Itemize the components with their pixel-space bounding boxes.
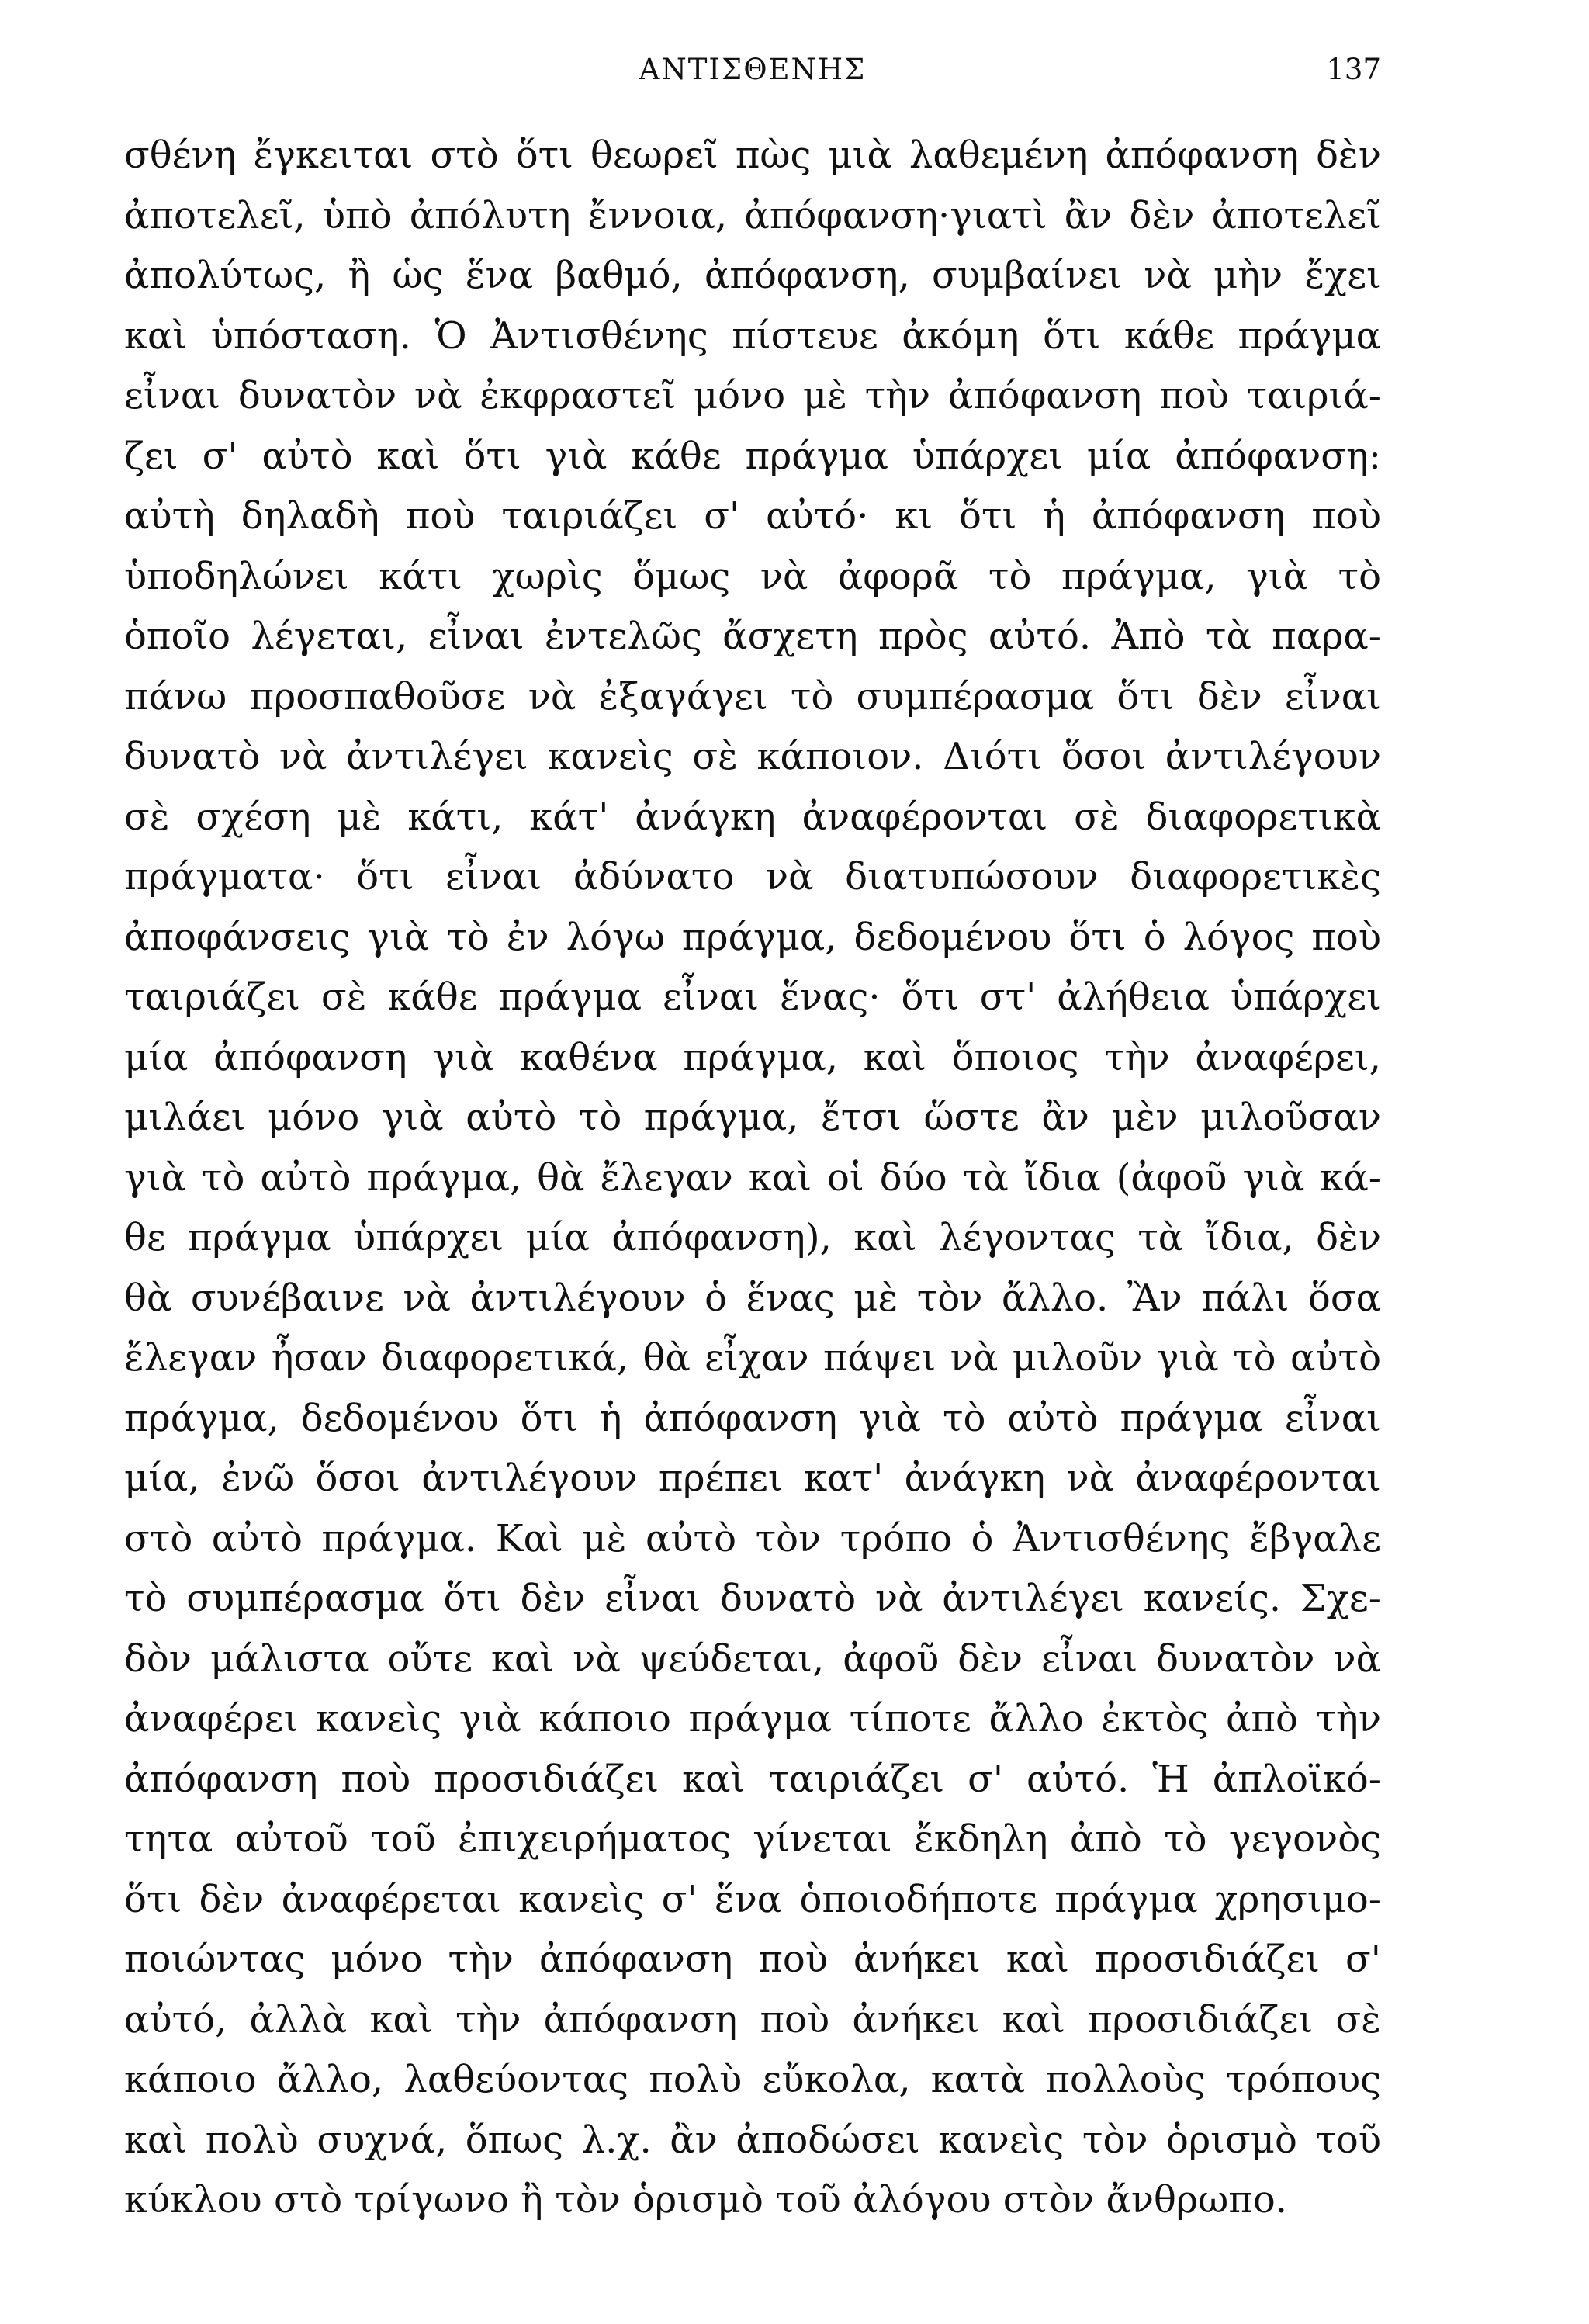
text-line: ζει σ' αὐτὸ καὶ ὅτι γιὰ κάθε πράγμα ὑπάρχει μία ἀπόφανση:: [124, 434, 1381, 478]
text-line: τὸ συμπέρασμα ὅτι δὲν εἶναι δυνατὸ νὰ ἀντιλέγει κανείς. Σχε-: [124, 1577, 1381, 1620]
text-line: αὐτό, ἀλλὰ καὶ τὴν ἀπόφανση ποὺ ἀνήκει καὶ προσιδιάζει σὲ: [124, 1997, 1381, 2042]
text-line: καὶ πολὺ συχνά, ὅπως λ.χ. ἂν ἀποδώσει κανεὶς τὸν ὁρισμὸ τοῦ: [124, 2118, 1381, 2162]
text-line: στὸ αὐτὸ πράγμα. Καὶ μὲ αὐτὸ τὸν τρόπο ὁ Ἀντισθένης ἔβγαλε: [124, 1516, 1381, 1560]
text-line: κάποιο ἄλλο, λαθεύοντας πολὺ εὔκολα, κατὰ πολλοὺς τρόπους: [124, 2058, 1381, 2101]
text-line: μιλάει μόνο γιὰ αὐτὸ τὸ πράγμα, ἔτσι ὥστε ἂν μὲν μιλοῦσαν: [124, 1096, 1381, 1139]
text-line: ἀπόφανση ποὺ προσιδιάζει καὶ ταιριάζει σ' αὐτό. Ἡ ἀπλοϊκό-: [124, 1757, 1381, 1801]
page-number: 137: [1326, 53, 1381, 86]
text-line: ἀποφάνσεις γιὰ τὸ ἐν λόγω πράγμα, δεδομένου ὅτι ὁ λόγος ποὺ: [124, 915, 1381, 959]
text-line: αὐτὴ δηλαδὴ ποὺ ταιριάζει σ' αὐτό· κι ὅτι ἡ ἀπόφανση ποὺ: [124, 494, 1381, 538]
text-line: ταιριάζει σὲ κάθε πράγμα εἶναι ἕνας· ὅτι στ' ἀλήθεια ὑπάρχει: [124, 975, 1381, 1019]
text-line: ὁποῖο λέγεται, εἶναι ἐντελῶς ἄσχετη πρὸς αὐτό. Ἀπὸ τὰ παρα-: [124, 615, 1381, 658]
text-line: ἀναφέρει κανεὶς γιὰ κάποιο πράγμα τίποτε ἄλλο ἐκτὸς ἀπὸ τὴν: [124, 1697, 1381, 1740]
text-line: σθένη ἔγκειται στὸ ὅτι θεωρεῖ πὼς μιὰ λαθεμένη ἀπόφανση δὲν: [124, 133, 1381, 177]
text-line: καὶ ὑπόσταση. Ὁ Ἀντισθένης πίστευε ἀκόμη ὅτι κάθε πράγμα: [124, 313, 1381, 358]
text-line: μία, ἐνῶ ὅσοι ἀντιλέγουν πρέπει κατ' ἀνάγκη νὰ ἀναφέρονται: [124, 1456, 1381, 1500]
body-text: [124, 126, 1381, 2231]
text-line: δυνατὸ νὰ ἀντιλέγει κανεὶς σὲ κάποιον. Διότι ὅσοι ἀντιλέγουν: [124, 735, 1381, 778]
text-line: ποιώντας μόνο τὴν ἀπόφανση ποὺ ἀνήκει καὶ προσιδιάζει σ': [124, 1938, 1381, 1981]
text-line: θὰ συνέβαινε νὰ ἀντιλέγουν ὁ ἕνας μὲ τὸν ἄλλο. Ἂν πάλι ὅσα: [124, 1276, 1381, 1320]
text-line: ὑποδηλώνει κάτι χωρὶς ὅμως νὰ ἀφορᾶ τὸ πράγμα, γιὰ τὸ: [124, 554, 1381, 598]
text-line: ἀποτελεῖ, ὑπὸ ἀπόλυτη ἔννοια, ἀπόφανση·γιατὶ ἂν δὲν ἀποτελεῖ: [124, 193, 1381, 237]
running-title: ΑΝΤΙΣΘΕΝΗΣ: [639, 53, 867, 86]
text-line: δὸν μάλιστα οὔτε καὶ νὰ ψεύδεται, ἀφοῦ δὲν εἶναι δυνατὸν νὰ: [124, 1636, 1381, 1681]
text-line: σὲ σχέση μὲ κάτι, κάτ' ἀνάγκη ἀναφέρονται σὲ διαφορετικὰ: [124, 795, 1381, 839]
text-line: μία ἀπόφανση γιὰ καθένα πράγμα, καὶ ὅποιος τὴν ἀναφέρει,: [124, 1035, 1381, 1079]
text-line: τητα αὐτοῦ τοῦ ἐπιχειρήματος γίνεται ἔκδηλη ἀπὸ τὸ γεγονὸς: [124, 1817, 1381, 1861]
text-line: θε πράγμα ὑπάρχει μία ἀπόφανση), καὶ λέγοντας τὰ ἴδια, δὲν: [124, 1216, 1381, 1259]
text-line: κύκλου στὸ τρίγωνο ἢ τὸν ὁρισμὸ τοῦ ἀλόγου στὸν ἄνθρωπο.: [124, 2178, 1287, 2222]
text-line: γιὰ τὸ αὐτὸ πράγμα, θὰ ἔλεγαν καὶ οἱ δύο τὰ ἴδια (ἀφοῦ γιὰ κά-: [124, 1155, 1381, 1200]
text-line: πάνω προσπαθοῦσε νὰ ἐξαγάγει τὸ συμπέρασμα ὅτι δὲν εἶναι: [124, 674, 1381, 719]
running-head: [124, 47, 1381, 93]
text-line: ὅτι δὲν ἀναφέρεται κανεὶς σ' ἕνα ὁποιοδήποτε πράγμα χρησιμο-: [124, 1877, 1381, 1921]
text-line: πράγμα, δεδομένου ὅτι ἡ ἀπόφανση γιὰ τὸ αὐτὸ πράγμα εἶναι: [124, 1396, 1381, 1440]
text-line: ἀπολύτως, ἢ ὡς ἕνα βαθμό, ἀπόφανση, συμβαίνει νὰ μὴν ἔχει: [124, 254, 1381, 297]
text-line: εἶναι δυνατὸν νὰ ἐκφραστεῖ μόνο μὲ τὴν ἀπόφανση ποὺ ταιριά-: [124, 374, 1381, 417]
text-line: πράγματα· ὅτι εἶναι ἀδύνατο νὰ διατυπώσουν διαφορετικὲς: [124, 855, 1381, 899]
text-line: ἔλεγαν ἦσαν διαφορετικά, θὰ εἶχαν πάψει νὰ μιλοῦν γιὰ τὸ αὐτὸ: [124, 1336, 1381, 1380]
